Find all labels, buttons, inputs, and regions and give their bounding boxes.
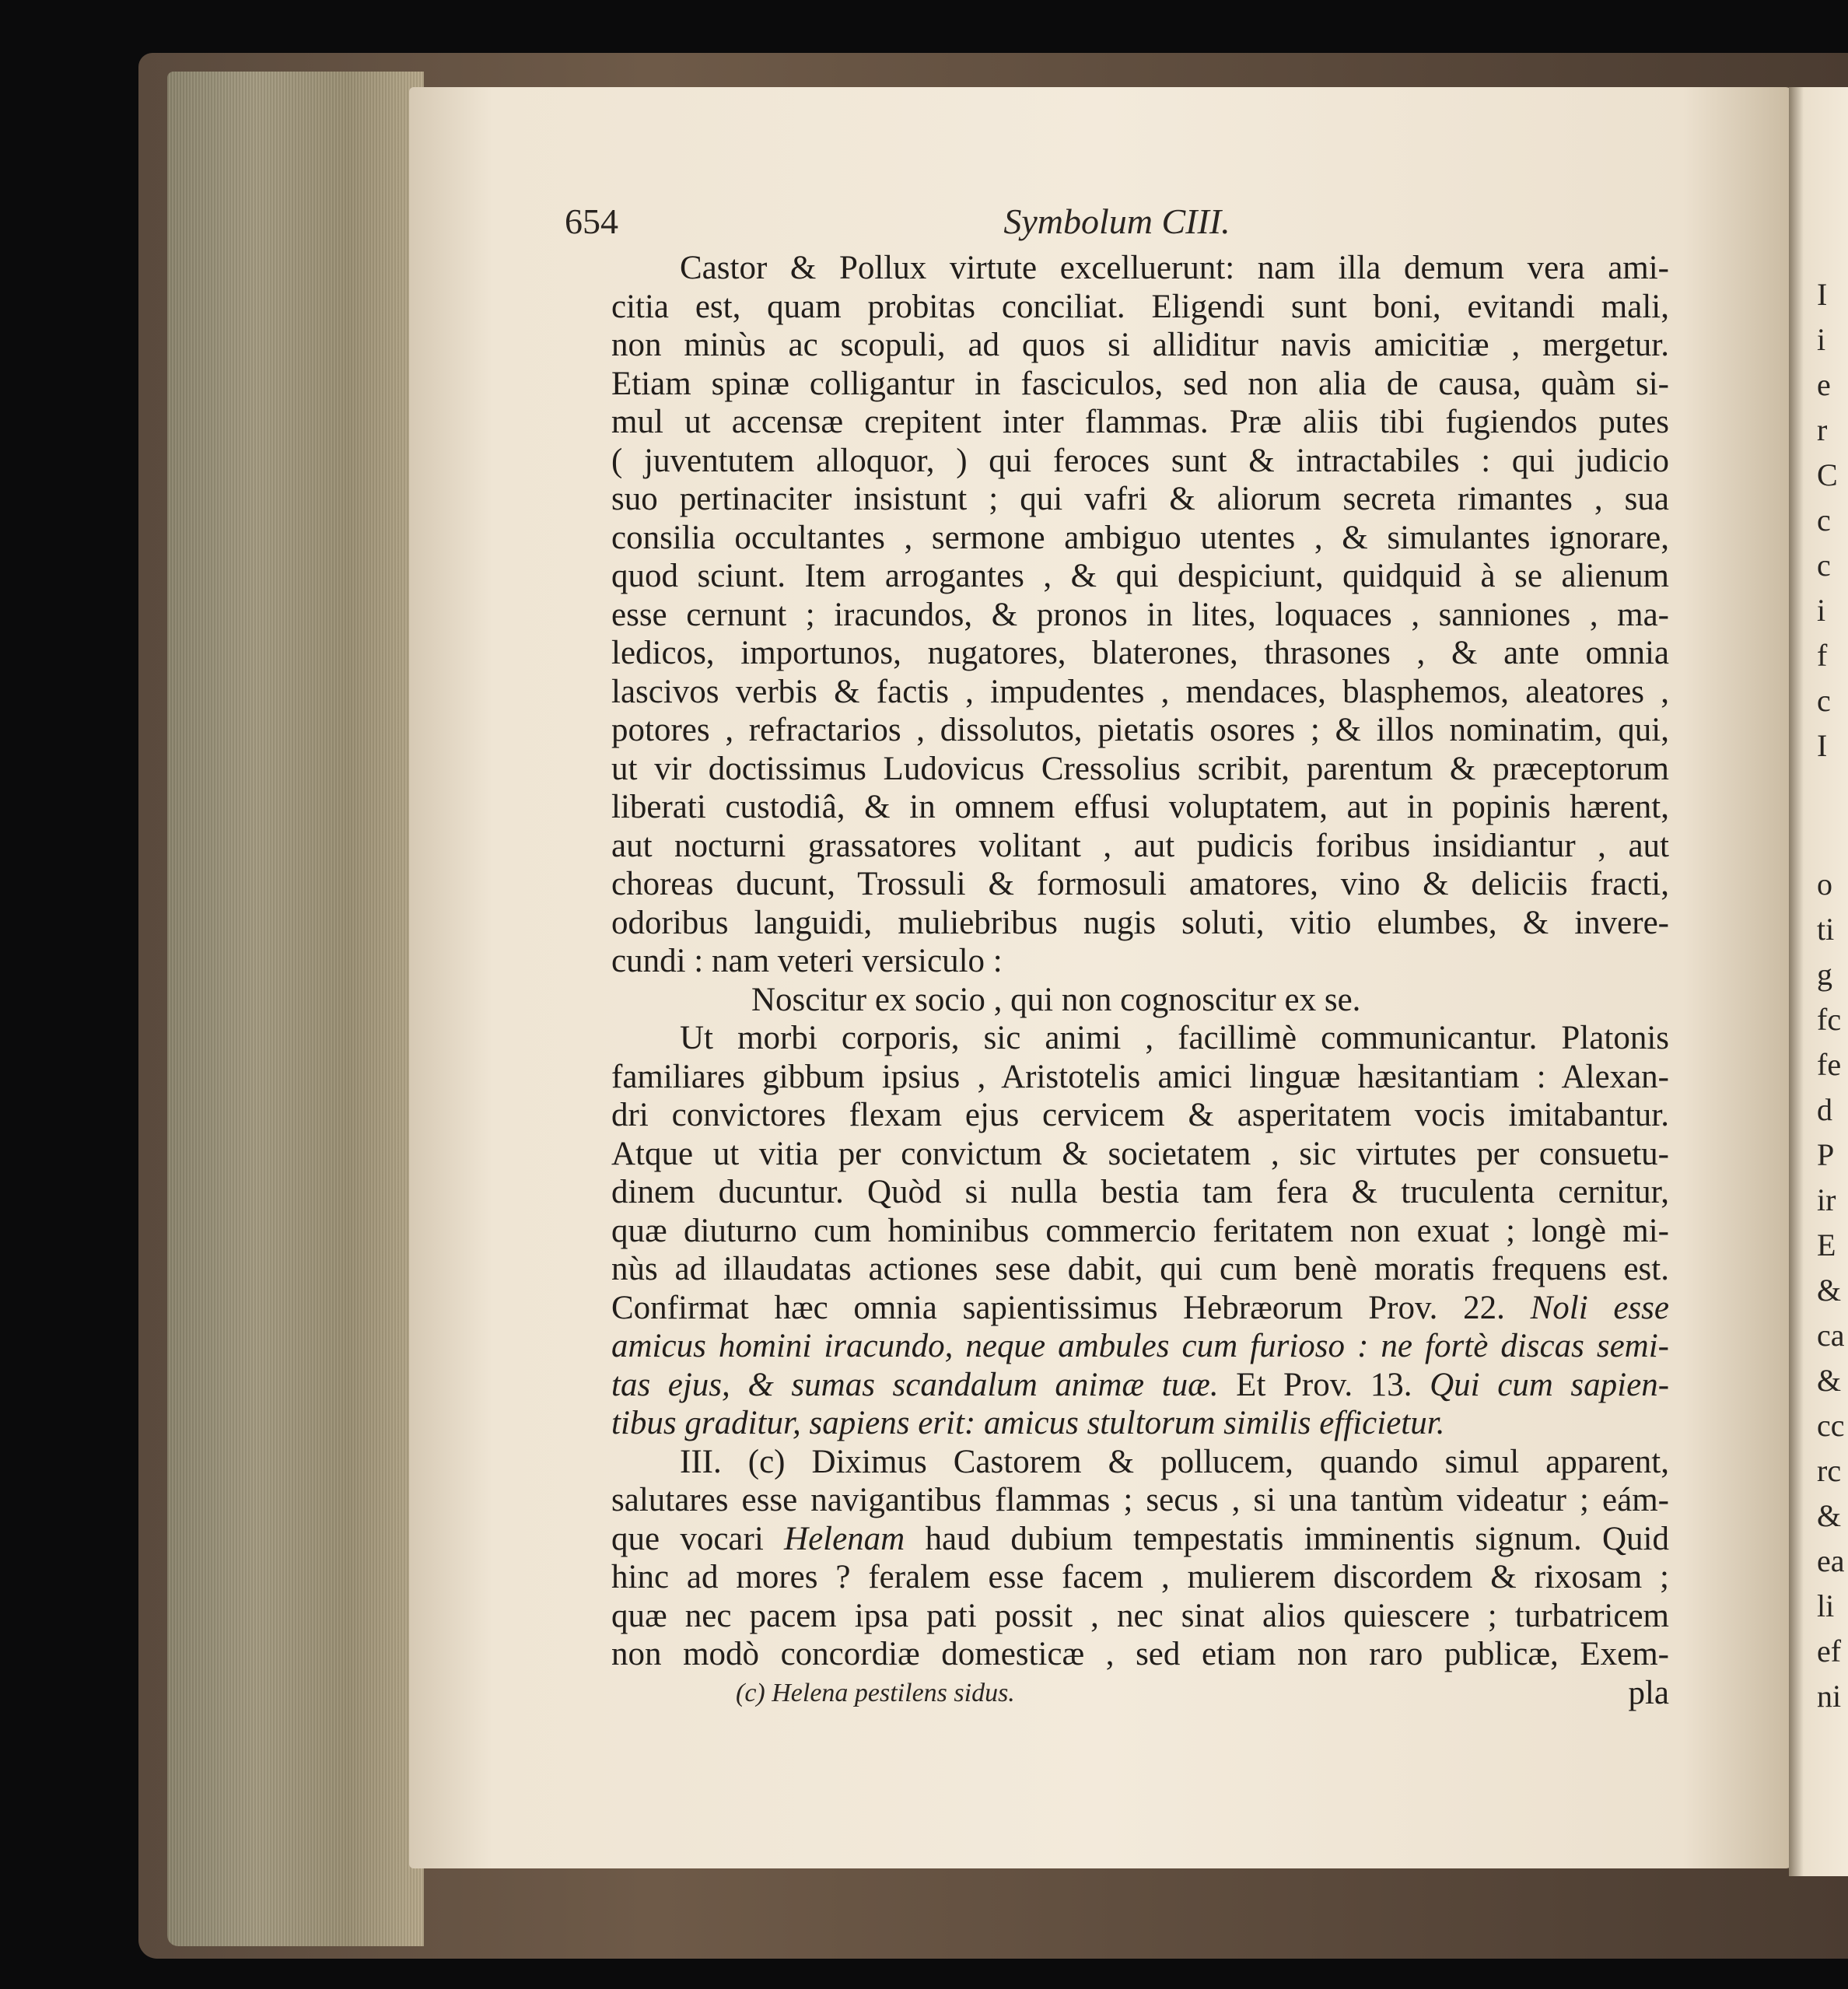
page-header bbox=[565, 201, 1669, 247]
text-line: amicus homini iracundo, neque ambules cum furioso : ne fortè discas semi- bbox=[611, 1328, 1669, 1364]
body-text bbox=[611, 249, 1669, 1712]
text-line: citia est, quam probitas conciliat. Eligendi sunt boni, evitandi mali, bbox=[611, 288, 1669, 325]
text-line: Etiam spinæ colligantur in fasciculos, sed non alia de causa, quàm si- bbox=[611, 365, 1669, 402]
text-line: familiares gibbum ipsius , Aristotelis amici linguæ hæsitantiam : Alexan- bbox=[611, 1058, 1669, 1095]
right-letter: & bbox=[1817, 1363, 1842, 1398]
text-fragment: Confirmat hæc omnia sapientissimus Hebræorum Prov. 22. bbox=[611, 1289, 1505, 1326]
text-line: esse cernunt ; iracundos, & pronos in lites, loquaces , sanniones , ma- bbox=[611, 596, 1669, 633]
text-line: quæ diuturno cum hominibus commercio feritatem non exuat ; longè mi- bbox=[611, 1212, 1669, 1249]
text-line: potores , refractarios , dissolutos, pietatis osores ; & illos nominatim, qui, bbox=[611, 712, 1669, 748]
right-letter: I bbox=[1817, 277, 1828, 312]
text-line: quod sciunt. Item arrogantes , & qui despiciunt, quidquid à se alienum bbox=[611, 558, 1669, 594]
page-edge bbox=[167, 72, 424, 1946]
right-letter: c bbox=[1817, 683, 1831, 718]
right-letter: P bbox=[1817, 1137, 1835, 1172]
text-line: Castor & Pollux virtute excelluerunt: nam illa demum vera ami- bbox=[680, 250, 1669, 286]
text-line: consilia occultantes , sermone ambiguo utentes , & simulantes ignorare, bbox=[611, 519, 1669, 556]
right-page-letters bbox=[1817, 272, 1848, 1719]
text-fragment: haud dubium tempestatis imminentis signum. Quid bbox=[925, 1520, 1670, 1557]
right-letter: ir bbox=[1817, 1182, 1836, 1217]
right-letter: e bbox=[1817, 367, 1831, 402]
text-line: hinc ad mores ? feralem esse facem , mulierem discordem & rixosam ; bbox=[611, 1559, 1669, 1595]
verse-line: Noscitur ex socio , qui non cognoscitur ex se. bbox=[751, 981, 1361, 1018]
text-line: cundi : nam veteri versiculo : bbox=[611, 943, 1003, 979]
text-line: choreas ducunt, Trossuli & formosuli amatores, vino & deliciis fracti, bbox=[611, 866, 1669, 902]
text-line: non modò concordiæ domesticæ , sed etiam non raro publicæ, Exem- bbox=[611, 1636, 1669, 1672]
text-line: ut vir doctissimus Ludovicus Cressolius scribit, parentum & præceptorum bbox=[611, 750, 1669, 787]
text-line: mul ut accensæ crepitent inter flammas. Præ aliis tibi fugiendos putes bbox=[611, 404, 1669, 440]
right-letter: I bbox=[1817, 728, 1828, 763]
text-line bbox=[611, 1366, 1669, 1405]
right-letter: C bbox=[1817, 457, 1838, 492]
right-letter: r bbox=[1817, 412, 1828, 447]
text-line: lascivos verbis & factis , impudentes , mendaces, blasphemos, aleatores , bbox=[611, 673, 1669, 710]
page-number: 654 bbox=[565, 201, 618, 241]
right-letter: fc bbox=[1817, 1002, 1842, 1037]
text-line: Atque ut vitia per convictum & societatem , sic virtutes per consuetu- bbox=[611, 1135, 1669, 1172]
italic-fragment: Noli esse bbox=[1530, 1289, 1669, 1326]
text-line: dinem ducuntur. Quòd si nulla bestia tam fera & truculenta cernitur, bbox=[611, 1174, 1669, 1210]
right-letter: fe bbox=[1817, 1047, 1842, 1082]
right-letter: d bbox=[1817, 1092, 1832, 1127]
text-fragment: Et Prov. 13. bbox=[1236, 1366, 1412, 1403]
text-line: ( juventutem alloquor, ) qui feroces sunt & intractabiles : qui judicio bbox=[611, 442, 1669, 479]
text-line: non minùs ac scopuli, ad quos si alliditur navis amicitiæ , mergetur. bbox=[611, 327, 1669, 363]
text-line: nùs ad illaudatas actiones sese dabit, qui cum benè moratis frequens est. bbox=[611, 1251, 1669, 1287]
text-line bbox=[611, 1289, 1669, 1328]
right-letter: cc bbox=[1817, 1408, 1845, 1443]
italic-fragment: tas ejus, & sumas scandalum animæ tuæ. bbox=[611, 1366, 1219, 1403]
running-head: Symbolum CIII. bbox=[1003, 201, 1230, 241]
text-line: dri convictores flexam ejus cervicem & asperitatem vocis imitabantur. bbox=[611, 1097, 1669, 1133]
text-fragment: que vocari bbox=[611, 1520, 764, 1557]
text-line: Ut morbi corporis, sic animi , facillimè communicantur. Platonis bbox=[680, 1020, 1669, 1056]
right-letter: c bbox=[1817, 503, 1831, 538]
text-line: aut nocturni grassatores volitant , aut pudicis foribus insidiantur , aut bbox=[611, 827, 1669, 864]
right-letter: g bbox=[1817, 957, 1832, 992]
right-letter: & bbox=[1817, 1498, 1842, 1533]
right-letter: & bbox=[1817, 1273, 1842, 1308]
right-letter: E bbox=[1817, 1227, 1836, 1262]
text-line: tibus graditur, sapiens erit: amicus stultorum similis efficietur. bbox=[611, 1405, 1445, 1441]
text-line: salutares esse navigantibus flammas ; secus , si una tantùm videatur ; eám- bbox=[611, 1482, 1669, 1518]
right-letter: i bbox=[1817, 322, 1826, 357]
text-line: ledicos, importunos, nugatores, blaterones, thrasones , & ante omnia bbox=[611, 635, 1669, 671]
right-letter: rc bbox=[1817, 1453, 1842, 1488]
footnote: (c) Helena pestilens sidus. bbox=[736, 1679, 1015, 1707]
right-letter: ea bbox=[1817, 1543, 1845, 1578]
text-line: odoribus languidi, muliebribus nugis soluti, vitio elumbes, & invere- bbox=[611, 904, 1669, 941]
italic-fragment: Helenam bbox=[784, 1520, 905, 1557]
right-letter: f bbox=[1817, 638, 1828, 673]
text-line: suo pertinaciter insistunt ; qui vafri & aliorum secreta rimantes , sua bbox=[611, 481, 1669, 517]
right-letter: li bbox=[1817, 1588, 1835, 1623]
right-letter: ti bbox=[1817, 912, 1835, 947]
right-letter: c bbox=[1817, 548, 1831, 583]
right-letter: ca bbox=[1817, 1318, 1845, 1353]
text-line: quæ nec pacem ipsa pati possit , nec sinat alios quiescere ; turbatricem bbox=[611, 1597, 1669, 1634]
right-letter: o bbox=[1817, 867, 1832, 902]
italic-fragment: Qui cum sapien- bbox=[1430, 1366, 1670, 1403]
right-letter: i bbox=[1817, 593, 1826, 628]
text-line: liberati custodiâ, & in omnem effusi voluptatem, aut in popinis hærent, bbox=[611, 789, 1669, 825]
right-letter: ni bbox=[1817, 1679, 1842, 1714]
text-line: III. (c) Diximus Castorem & pollucem, quando simul apparent, bbox=[680, 1443, 1669, 1480]
text-line bbox=[611, 1520, 1669, 1559]
catchword: pla bbox=[1628, 1674, 1669, 1711]
right-letter: ef bbox=[1817, 1634, 1842, 1669]
